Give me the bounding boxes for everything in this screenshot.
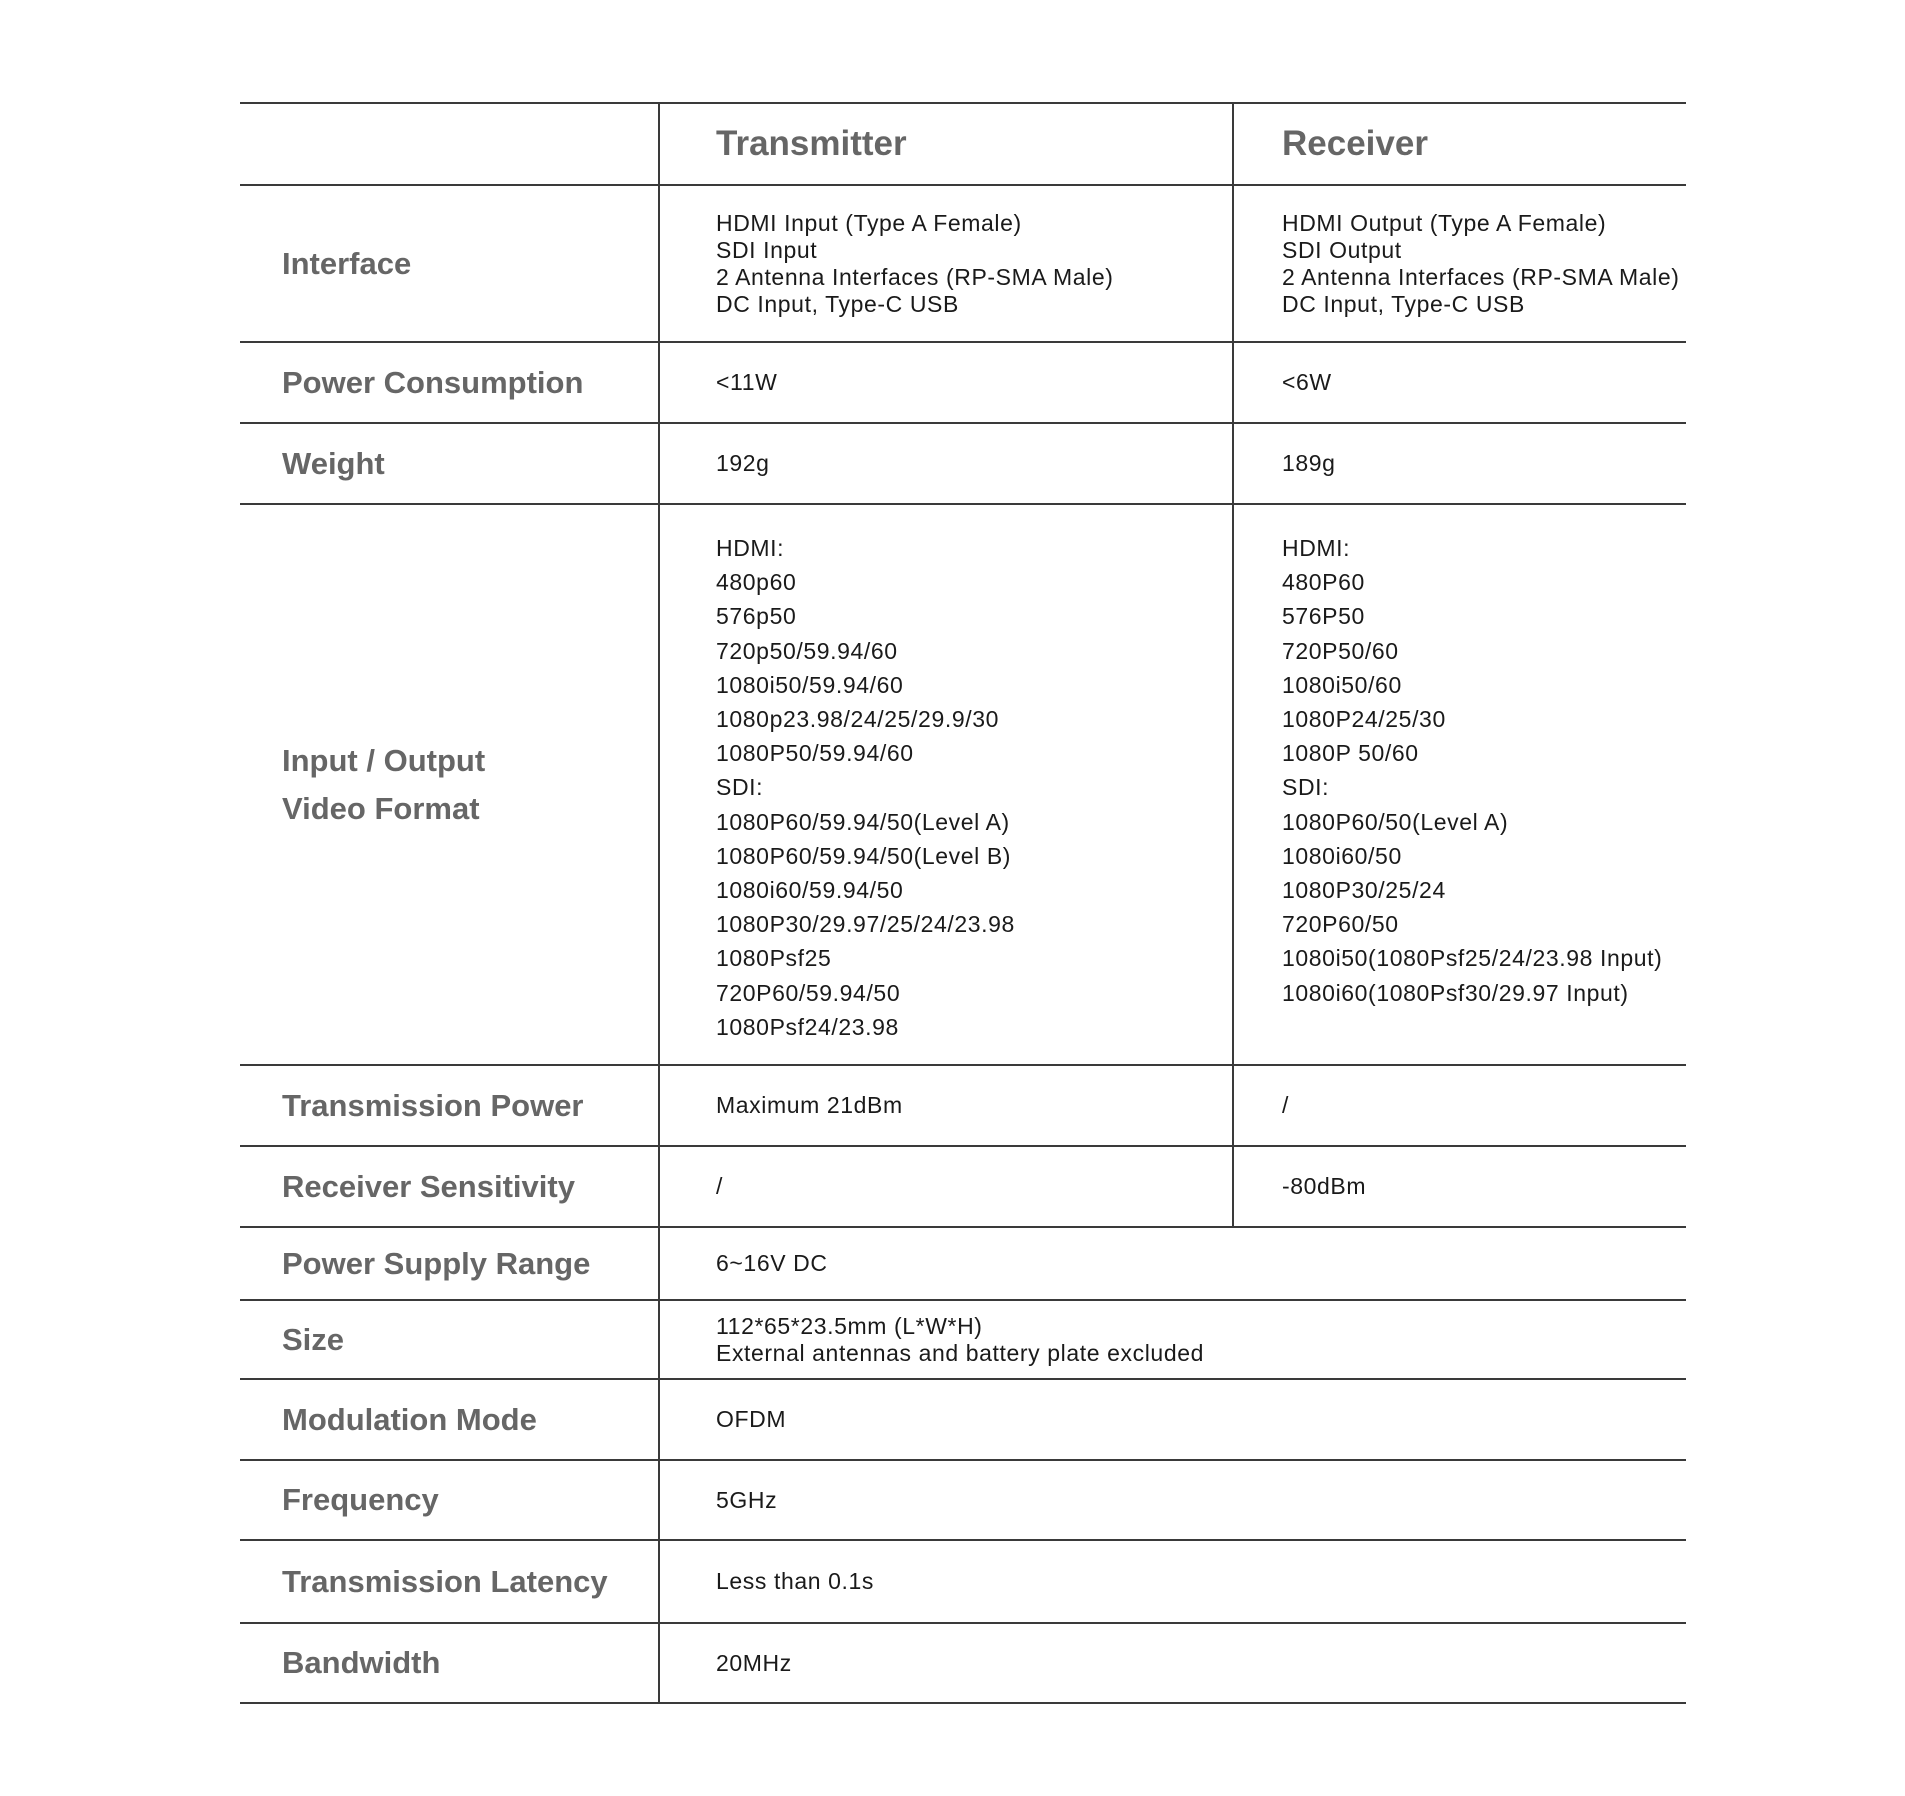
transmitter-interface-item: SDI Input [716,236,818,263]
size-row [240,1300,1686,1379]
receiver-interface-cell [1233,185,1686,342]
weight-row [240,423,1686,504]
size-label: Size [240,1300,659,1379]
transmitter-video-format-item: 1080Psf24/23.98 [716,1013,899,1040]
transmitter-weight: 192g [659,423,1233,504]
transmitter-video-format-item: 720p50/59.94/60 [716,637,898,664]
receiver-video-format-item: 576P50 [1282,603,1365,630]
receiver-interface-item: DC Input, Type-C USB [1282,290,1525,317]
receiver-interface-item: SDI Output [1282,236,1402,263]
size-value [659,1300,1686,1379]
transmitter-video-format-item: 1080P60/59.94/50(Level B) [716,842,1012,869]
transmitter-interface-item: HDMI Input (Type A Female) [716,209,1022,236]
spec-table [240,102,1686,1704]
receiver-video-format-list [1282,531,1686,1010]
receiver-video-format-item: 480P60 [1282,569,1365,596]
transmitter-video-format-list [716,531,1232,1044]
transmitter-column-header: Transmitter [659,103,1233,185]
receiver-video-format-item: 1080P60/50(Level A) [1282,808,1509,835]
receiver-interface-item: HDMI Output (Type A Female) [1282,209,1607,236]
interface-label: Interface [240,185,659,342]
receiver-video-format-item: 720P60/50 [1282,911,1399,938]
bandwidth-row [240,1623,1686,1703]
receiver-interface-item: 2 Antenna Interfaces (RP-SMA Male) [1282,263,1680,290]
receiver-video-format-item: 1080P 50/60 [1282,740,1419,767]
interface-row [240,185,1686,342]
bandwidth-label: Bandwidth [240,1623,659,1703]
receiver-video-format-item: 1080i60(1080Psf30/29.97 Input) [1282,979,1629,1006]
transmitter-video-format-item: 1080P30/29.97/25/24/23.98 [716,911,1015,938]
frequency-label: Frequency [240,1460,659,1540]
receiver-transmission-power: / [1233,1065,1686,1146]
weight-label: Weight [240,423,659,504]
receiver-sensitivity-label: Receiver Sensitivity [240,1146,659,1227]
video-format-label-line1: Input / Output [282,742,486,778]
receiver-weight: 189g [1233,423,1686,504]
transmitter-video-format-item: 576p50 [716,603,797,630]
transmitter-video-format-item: 1080P50/59.94/60 [716,740,914,767]
transmitter-video-format-item: HDMI: [716,535,785,561]
receiver-video-format-item: 1080i50(1080Psf25/24/23.98 Input) [1282,945,1663,972]
receiver-video-format-item: 1080i60/50 [1282,842,1402,869]
bandwidth-value: 20MHz [659,1623,1686,1703]
transmission-power-row [240,1065,1686,1146]
receiver-power-consumption: <6W [1233,342,1686,423]
header-row [240,103,1686,185]
receiver-video-format-item: 1080i50/60 [1282,671,1402,698]
receiver-video-format-item: SDI: [1282,774,1330,801]
power-consumption-row [240,342,1686,423]
video-format-label [240,504,659,1065]
receiver-column-header: Receiver [1233,103,1686,185]
transmitter-video-format-item: SDI: [716,774,764,801]
transmitter-power-consumption: <11W [659,342,1233,423]
frequency-row [240,1460,1686,1540]
transmission-power-label: Transmission Power [240,1065,659,1146]
receiver-interface-list [1282,210,1686,318]
transmitter-video-format-item: 1080P60/59.94/50(Level A) [716,808,1010,835]
size-dimensions: 112*65*23.5mm (L*W*H) [716,1312,983,1339]
transmitter-video-format-item: 480p60 [716,569,797,596]
transmitter-transmission-power: Maximum 21dBm [659,1065,1233,1146]
power-supply-range-row [240,1227,1686,1300]
transmitter-video-format-item: 1080i60/59.94/50 [716,877,904,904]
transmitter-interface-list [716,210,1232,318]
transmitter-video-format-item: 1080p23.98/24/25/29.9/30 [716,706,999,733]
transmitter-video-format-item: 1080Psf25 [716,945,832,972]
receiver-video-format-item: HDMI: [1282,535,1351,561]
modulation-mode-value: OFDM [659,1379,1686,1460]
receiver-sensitivity-row [240,1146,1686,1227]
receiver-receiver-sensitivity: -80dBm [1233,1146,1686,1227]
modulation-mode-row [240,1379,1686,1460]
receiver-video-format-item: 1080P24/25/30 [1282,706,1446,733]
power-supply-range-value: 6~16V DC [659,1227,1686,1300]
size-note: External antennas and battery plate excluded [716,1339,1204,1366]
transmission-latency-row [240,1540,1686,1623]
transmitter-video-format-item: 720P60/59.94/50 [716,979,901,1006]
video-format-row [240,504,1686,1065]
frequency-value: 5GHz [659,1460,1686,1540]
transmitter-interface-cell [659,185,1233,342]
header-empty-cell [240,103,659,185]
receiver-video-format-item: 720P50/60 [1282,637,1399,664]
power-consumption-label: Power Consumption [240,342,659,423]
transmitter-interface-item: 2 Antenna Interfaces (RP-SMA Male) [716,263,1114,290]
receiver-video-format-item: 1080P30/25/24 [1282,877,1446,904]
receiver-video-format-cell [1233,504,1686,1065]
transmitter-interface-item: DC Input, Type-C USB [716,290,959,317]
transmitter-video-format-cell [659,504,1233,1065]
transmission-latency-label: Transmission Latency [240,1540,659,1623]
video-format-label-line2: Video Format [282,790,480,826]
transmitter-receiver-sensitivity: / [659,1146,1233,1227]
modulation-mode-label: Modulation Mode [240,1379,659,1460]
transmission-latency-value: Less than 0.1s [659,1540,1686,1623]
transmitter-video-format-item: 1080i50/59.94/60 [716,671,904,698]
power-supply-range-label: Power Supply Range [240,1227,659,1300]
